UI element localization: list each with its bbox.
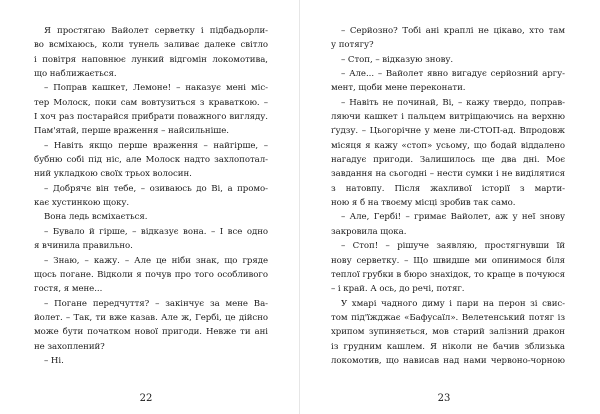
text-line: во всміхаюсь, коли тунель заливає далеке світло bbox=[34, 40, 268, 51]
text-line: – Але, Гербі! – гримає Вайолет, аж у неї знову bbox=[341, 212, 565, 223]
text-line: закровила щока. bbox=[331, 226, 407, 237]
text-line: – Бувало й гірше, – відказує вона. – І все одно bbox=[44, 226, 268, 237]
text-line: – і край. А ось, до речі, потяг. bbox=[331, 284, 465, 295]
text-line: – Серйозно? Тобі ані краплі не цікаво, хто там bbox=[341, 26, 565, 36]
text-line: – Стоп, – відказую знову. bbox=[341, 54, 454, 65]
text-line: – Погане передчуття? – закінчує за мене Ва- bbox=[44, 298, 268, 309]
text-line: з натовпу. Після жахливої історії з марти- bbox=[331, 183, 565, 194]
text-line: може бути початком нової пригоди. Невже ти ані bbox=[34, 327, 268, 338]
text-line: Пам'ятай, перше враження – найсильніше. bbox=[34, 126, 229, 137]
text-line: том під'їжджає «Бафусаїл». Велетенський потяг із bbox=[331, 312, 565, 323]
text-line: ною я б на твоєму місці зробив так само. bbox=[331, 198, 516, 209]
text-line: Вона ледь всміхається. bbox=[44, 212, 148, 223]
text-line: теплої грубки в бюро знахідок, то краще в почуюся bbox=[331, 269, 565, 280]
text-line: і повітря наповнює лункий відгомін локомотива, bbox=[34, 54, 268, 65]
text-line: ґудзу. – Цьогорічне у мене ли-СТОП-ад. Впродовж bbox=[331, 126, 565, 137]
text-line: Я простягаю Вайолет серветку і підбадьорли- bbox=[44, 26, 268, 36]
text-line: – Знаю, – кажу. – Але це ніби знак, що гряде bbox=[44, 255, 268, 266]
text-line: у потягу? bbox=[331, 40, 374, 51]
right-page bbox=[331, 24, 565, 368]
text-line: – Але... – Вайолет явно вигадує серйозний аргу- bbox=[341, 69, 565, 80]
text-line: У хмарі чадного диму і пари на перон зі свис- bbox=[341, 298, 565, 309]
text-line: ний укладкою своїх трьох волосин. bbox=[34, 169, 192, 180]
text-line: із грудним кашлем. Я ніколи не бачив зблизька bbox=[331, 341, 565, 352]
text-line: що наближається. bbox=[34, 69, 117, 80]
text-line: – Поправ кашкет, Лемоне! – наказує мені міс- bbox=[44, 83, 268, 94]
text-line: місяця я кажу «стоп» усьому, що бодай віддалено bbox=[331, 140, 565, 151]
text-line: мент, щоби мене переконати. bbox=[331, 83, 466, 94]
text-line: гостя, я мене... bbox=[34, 284, 103, 295]
page-number-right: 23 bbox=[437, 393, 451, 404]
left-page bbox=[34, 24, 268, 368]
text-line: – Ні. bbox=[44, 355, 64, 366]
text-line: я вчинила правильно. bbox=[34, 241, 133, 252]
text-line: І хоч раз постарайся прибрати поважного вигляду. bbox=[34, 112, 268, 123]
text-line: ляючи кашкет і пальцем витріщаючись на верхню bbox=[331, 112, 565, 123]
text-line: хрипом зупиняється, мов старий залізний дракон bbox=[331, 327, 565, 338]
text-line: бубню собі під ніс, але Молоск надто захлопотал- bbox=[34, 155, 268, 166]
text-line: завдання на сьогодні – нести сумки і не виділятися bbox=[331, 169, 565, 180]
text-line: – Навіть не починай, Ві, – кажу твердо, поправ- bbox=[341, 97, 565, 108]
text-line: – Стоп! – рішуче заявляю, простягнувши їй bbox=[341, 241, 565, 252]
gutter bbox=[299, 0, 300, 414]
text-line: нову серветку. – Що швидше ми опинимося біля bbox=[331, 255, 565, 266]
text-line: – Навіть якщо перше враження – найгірше, – bbox=[44, 140, 268, 151]
text-line: кає хустинкою щоку. bbox=[34, 198, 130, 209]
text-line: йолет. – Так, ти вже казав. Але ж, Гербі, це дійсно bbox=[34, 312, 268, 323]
text-line: – Добрячє він тебе, – озиваюсь до Ві, а промо- bbox=[44, 183, 268, 194]
text-line: нагадує пригоди. Залишилось ще два дні. Моє bbox=[331, 155, 565, 166]
text-line: тер Молоск, поки сам вовтузиться з краваткою. – bbox=[34, 97, 268, 108]
text-line: не захоплений? bbox=[34, 341, 105, 352]
text-line: локомотив, що нависав над нами червоно-чорною bbox=[331, 355, 565, 366]
text-line: щось погане. Відколи я почув про того особливого bbox=[34, 269, 268, 280]
page-number-left: 22 bbox=[139, 393, 153, 404]
